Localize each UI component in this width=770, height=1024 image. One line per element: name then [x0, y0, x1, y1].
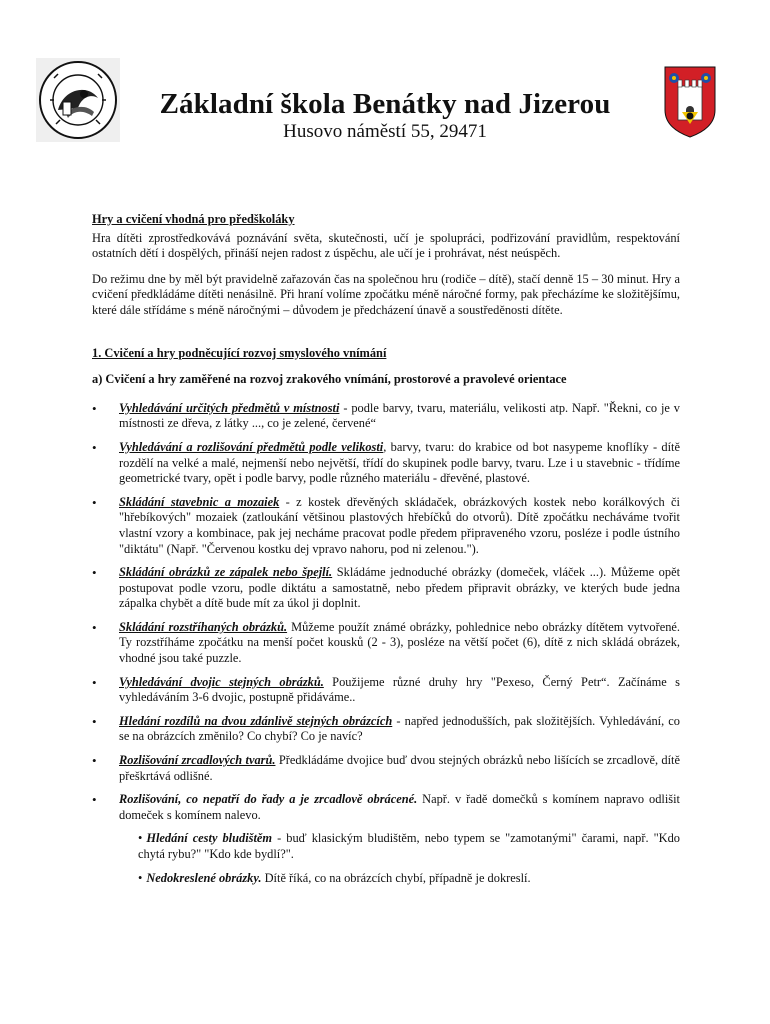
activity-text: Např. v řadě domečků s komínem napravo odlišit domeček s komínem nalevo.	[119, 792, 680, 822]
activity-sublist	[92, 831, 680, 886]
activity-term: Rozlišování, co nepatří do řady a je zrcadlově obrácené.	[119, 792, 418, 807]
activity-text: Dítě říká, co na obrázcích chybí, případně je dokreslí.	[261, 870, 531, 885]
activity-text: - buď klasickým bludištěm, nebo typem se "zamotanými" čarami, např. "Kdo chytá rybu?" "Kdo kde bydlí?".	[138, 831, 680, 861]
activity-text: Předkládáme dvojice buď dvou stejných obrázků nebo lišících se zrcadlově, dítě přeškrtává odlišné.	[119, 753, 680, 783]
activity-text: Můžeme použít známé obrázky, pohlednice nebo obrázky dítětem vytvořené. Ty rozstříháme zpočátku na menší počet kousků (2 - 3), posléze na větší počet (6), dítě z nich skládá obrázek, vhodné jsou také puzzle.	[119, 619, 680, 666]
page-title: Základní škola Benátky nad Jizerou	[159, 88, 611, 120]
list-item	[92, 714, 680, 745]
bullet-icon: •	[138, 831, 143, 846]
intro-heading: Hry a cvičení vhodná pro předškoláky	[92, 212, 295, 226]
intro-paragraph-2: Do režimu dne by měl být pravidelně zařazován čas na společnou hru (rodiče – dítě), stačí denně 15 – 30 minut. Hry a cvičení předkládáme dítěti nenásilně. Při hraní volíme zpočátku méně náročné formy, pak přecházíme ke složitějšímu, které dále střídáme s méně náročnými – důvodem je předcházení únavě a soustředěnosti dítěte.	[92, 271, 680, 317]
school-address: Husovo náměstí 55, 29471	[283, 121, 487, 142]
activity-term: Nedokreslené obrázky.	[146, 870, 262, 885]
activity-term: Hledání cesty bludištěm	[146, 831, 273, 846]
activity-term: Skládání rozstříhaných obrázků.	[119, 619, 288, 634]
list-item	[92, 792, 680, 823]
section-1-heading: 1. Cvičení a hry podněcující rozvoj smyslového vnímání	[92, 345, 387, 360]
activity-term: Skládání stavebnic a mozaiek	[119, 494, 280, 509]
activity-term: Vyhledávání určitých předmětů v místnosti	[119, 400, 340, 415]
section-1a-heading: a) Cvičení a hry zaměřené na rozvoj zrakového vnímání, prostorové a pravolevé orientace	[92, 372, 567, 387]
activity-text: Použijeme různé druhy hry "Pexeso, Černý Petr“. Začínáme s vyhledáváním 3-6 dvojic, postupně přidáváme..	[119, 674, 680, 705]
activity-term: Rozlišování zrcadlových tvarů.	[119, 753, 276, 768]
intro-paragraph-1: Hra dítěti zprostředkovává poznávání světa, skutečnosti, učí je spolupráci, podřizování pravidlům, respektování ostatních dětí i dospělých, přináší nejen radost z úspěchu, ale učí je i prohrávat, nést neúspěch.	[92, 230, 680, 261]
document-body	[92, 212, 680, 894]
activity-term: Vyhledávání dvojic stejných obrázků.	[119, 674, 324, 689]
activity-term: Vyhledávání a rozlišování předmětů podle velikosti	[119, 439, 384, 454]
sublist-item	[92, 831, 680, 862]
activity-text: - z kostek dřevěných skládaček, obrázkových kostek nebo korálkových či "hřebíkových" mozaiek (zatloukání většinou plastových hřebíčků do otvorů). Dítě zpočátku necháváme tvořit vlastní vzory a kombinace, pak jej necháme pracovat podle předem připraveného vzoru, posléze i podle ústního "diktátu" (Např. "Červenou kostku dej vpravo nahoru, pod ni zelenou.").	[119, 494, 680, 556]
activity-text: - podle barvy, tvaru, materiálu, velikosti atp. Např. "Řekni, co je v místnosti ze dřeva, z látky ..., co je zelené, červené“	[119, 400, 680, 431]
sublist-item	[92, 871, 680, 887]
list-item	[92, 620, 680, 667]
list-item	[92, 675, 680, 706]
list-item	[92, 401, 680, 432]
list-item	[92, 753, 680, 784]
activity-term: Skládání obrázků ze zápalek nebo špejlí.	[119, 565, 333, 580]
activity-term: Hledání rozdílů na dvou zdánlivě stejných obrázcích	[119, 713, 393, 728]
bullet-icon: •	[138, 870, 143, 885]
list-item	[92, 495, 680, 557]
activity-text: - napřed jednodušších, pak složitějších. Vyhledávání, co se na obrázcích změnilo? Co chybí? Co je navíc?	[119, 713, 680, 744]
activity-text: , barvy, tvaru: do krabice od bot nasypeme knoflíky - dítě rozdělí na velké a malé, nejmenší nebo největší, třídí do skupinek podle barvy, tvaru. Lze i u stavebnic - třídíme geometrické tvary, opět i podle barvy, podle různého materiálu - dřevěné, plastové.	[119, 439, 680, 486]
list-item	[92, 440, 680, 487]
list-item	[92, 565, 680, 612]
activity-text: Skládáme jednoduché obrázky (domeček, vláček ...). Můžeme opět postupovat podle vzoru, podle diktátu a samostatně, nebo předem připravit obrázky, ve kterých bude jedna zápalka chybět a dítě bude mít za úkol ji doplnit.	[119, 565, 681, 611]
activity-list	[92, 401, 680, 824]
